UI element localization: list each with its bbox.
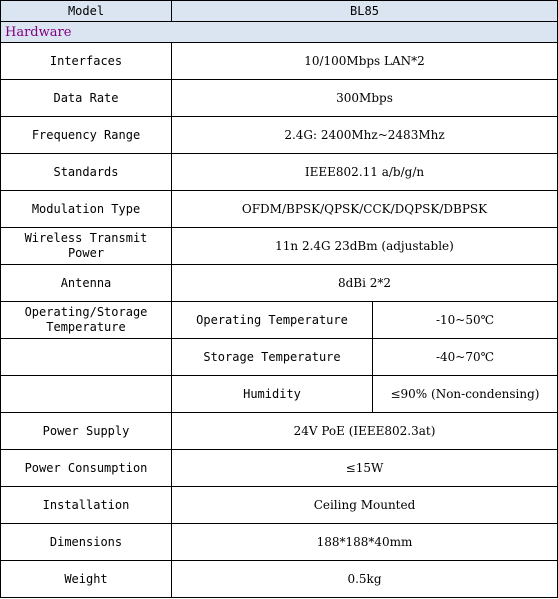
table-row — [1, 302, 558, 339]
spec-label: Installation — [1, 487, 172, 524]
spec-value: IEEE802.11 a/b/g/n — [172, 154, 558, 191]
table-row — [1, 524, 558, 561]
spec-label: Interfaces — [1, 43, 172, 80]
sub-label: Storage Temperature — [172, 339, 373, 376]
table-row — [1, 487, 558, 524]
spec-value: 300Mbps — [172, 80, 558, 117]
header-row — [1, 1, 558, 22]
spec-label: Dimensions — [1, 524, 172, 561]
spec-label: Antenna — [1, 265, 172, 302]
model-label: Model — [1, 1, 172, 22]
spec-label: Standards — [1, 154, 172, 191]
spec-value: ≤90% (Non-condensing) — [373, 376, 558, 413]
spec-label: Power Consumption — [1, 450, 172, 487]
spec-label: Modulation Type — [1, 191, 172, 228]
empty-cell — [1, 339, 172, 376]
table-row — [1, 80, 558, 117]
spec-value: ≤15W — [172, 450, 558, 487]
spec-value: 24V PoE (IEEE802.3at) — [172, 413, 558, 450]
spec-value: 188*188*40mm — [172, 524, 558, 561]
spec-value: 0.5kg — [172, 561, 558, 598]
table-row — [1, 191, 558, 228]
spec-value: 10/100Mbps LAN*2 — [172, 43, 558, 80]
table-row — [1, 154, 558, 191]
spec-label: Power Supply — [1, 413, 172, 450]
table-row — [1, 561, 558, 598]
spec-value: -10~50℃ — [373, 302, 558, 339]
table-row — [1, 117, 558, 154]
spec-value: 2.4G: 2400Mhz~2483Mhz — [172, 117, 558, 154]
section-row — [1, 22, 558, 43]
spec-label: Frequency Range — [1, 117, 172, 154]
table-row — [1, 228, 558, 265]
table-row — [1, 413, 558, 450]
spec-value: 11n 2.4G 23dBm (adjustable) — [172, 228, 558, 265]
table-row — [1, 265, 558, 302]
table-row — [1, 450, 558, 487]
table-row — [1, 339, 558, 376]
sub-label: Operating Temperature — [172, 302, 373, 339]
spec-label: Operating/Storage Temperature — [1, 302, 172, 339]
spec-value: -40~70℃ — [373, 339, 558, 376]
spec-label: Wireless Transmit Power — [1, 228, 172, 265]
sub-label: Humidity — [172, 376, 373, 413]
empty-cell — [1, 376, 172, 413]
spec-value: Ceiling Mounted — [172, 487, 558, 524]
spec-value: 8dBi 2*2 — [172, 265, 558, 302]
table-row — [1, 376, 558, 413]
model-value: BL85 — [172, 1, 558, 22]
spec-label: Weight — [1, 561, 172, 598]
section-title: Hardware — [1, 22, 558, 43]
spec-label: Data Rate — [1, 80, 172, 117]
table-row — [1, 43, 558, 80]
spec-value: OFDM/BPSK/QPSK/CCK/DQPSK/DBPSK — [172, 191, 558, 228]
